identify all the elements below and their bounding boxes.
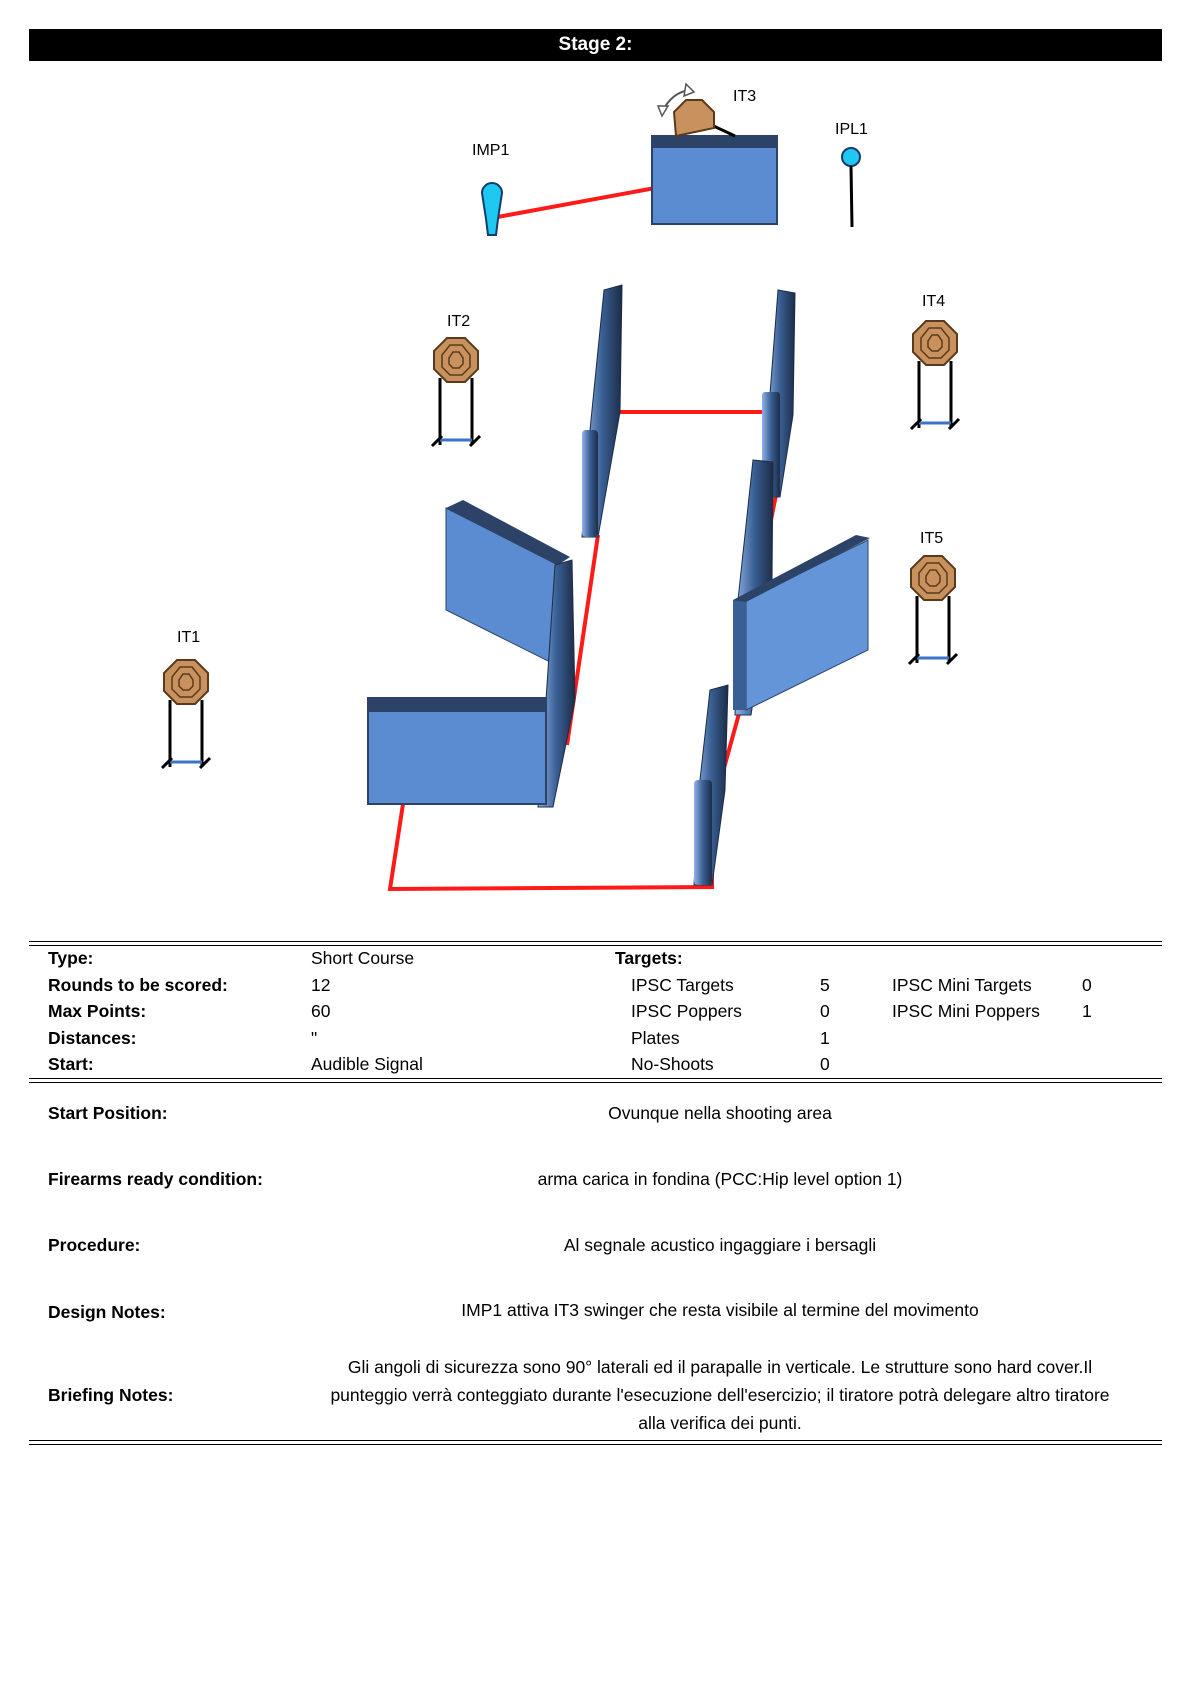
it5-target-icon xyxy=(909,556,957,664)
mini-labels xyxy=(892,972,1040,1025)
distances-label: Distances: xyxy=(48,1027,137,1048)
rule-mid-1 xyxy=(29,1078,1162,1079)
it3-swinger-target-icon xyxy=(658,84,735,136)
info-labels xyxy=(48,945,228,1078)
stage-title: Stage 2: xyxy=(558,34,633,55)
ipl1-label: IPL1 xyxy=(835,121,868,138)
stage-diagram xyxy=(0,60,1191,920)
procedure-text: Al segnale acustico ingaggiare i bersagli xyxy=(563,1235,877,1255)
procedure-label: Procedure: xyxy=(48,1235,141,1255)
rounds-label: Rounds to be scored: xyxy=(48,974,228,995)
briefing-notes-label: Briefing Notes: xyxy=(48,1385,174,1405)
it4-label: IT4 xyxy=(922,293,946,310)
imp1-label: IMP1 xyxy=(472,142,510,159)
it5-label: IT5 xyxy=(920,530,944,547)
it2-label: IT2 xyxy=(447,313,471,330)
max-points-value: 60 xyxy=(311,1001,331,1021)
targets-label: Targets: xyxy=(615,948,683,968)
rule-mid-2 xyxy=(29,1082,1162,1083)
mini-values xyxy=(1082,972,1092,1025)
stage-title-bar xyxy=(29,29,1162,61)
ipsc-poppers-value: 0 xyxy=(820,1001,830,1021)
it4-target-icon xyxy=(911,321,959,429)
targets-labels xyxy=(631,972,742,1078)
start-position-label: Start Position: xyxy=(48,1103,168,1123)
rule-bottom-2 xyxy=(29,1444,1162,1445)
ipl1-plate-icon xyxy=(842,148,860,227)
mini-poppers-label: IPSC Mini Poppers xyxy=(892,1001,1040,1021)
wall-top-box xyxy=(652,136,777,224)
wall-left-upper xyxy=(582,285,622,537)
mini-poppers-value: 1 xyxy=(1082,1001,1092,1021)
start-label: Start: xyxy=(48,1054,94,1074)
wall-right-lower xyxy=(694,685,728,885)
no-shoots-value: 0 xyxy=(820,1054,830,1074)
max-points-label: Max Points: xyxy=(48,1001,147,1021)
ipsc-targets-label: IPSC Targets xyxy=(631,974,734,995)
it1-target-icon xyxy=(162,660,210,768)
ready-condition-text: arma carica in fondina (PCC:Hip level option 1) xyxy=(537,1169,903,1189)
mini-targets-value: 0 xyxy=(1082,974,1092,995)
ipsc-poppers-label: IPSC Poppers xyxy=(631,1001,742,1021)
mini-targets-label: IPSC Mini Targets xyxy=(892,974,1032,995)
design-notes-text: IMP1 attiva IT3 swinger che resta visibile al termine del movimento xyxy=(461,1300,979,1320)
rule-top-1 xyxy=(29,941,1162,942)
type-value: Short Course xyxy=(311,948,415,968)
it1-label: IT1 xyxy=(177,629,201,646)
design-notes-label: Design Notes: xyxy=(48,1302,166,1322)
distances-value: " xyxy=(311,1027,318,1048)
plates-label: Plates xyxy=(631,1027,680,1048)
briefing-notes-text: Gli angoli di sicurezza sono 90° laterali ed il parapalle in verticale. Le strutture sono hard cover.Il punteggio verrà conteggiato durante l'esecuzione dell'esercizio; il tiratore potrà delegare altro tiratore alla verifica dei punti. xyxy=(330,1357,1110,1433)
ready-condition-label: Firearms ready condition: xyxy=(48,1169,263,1189)
targets-values xyxy=(820,972,830,1078)
no-shoots-label: No-Shoots xyxy=(631,1054,714,1074)
type-label: Type: xyxy=(48,948,94,968)
info-values xyxy=(311,945,423,1078)
rounds-value: 12 xyxy=(311,974,331,995)
it3-label: IT3 xyxy=(733,88,757,105)
imp1-popper-icon xyxy=(482,183,502,235)
plates-value: 1 xyxy=(820,1027,830,1048)
start-position-text: Ovunque nella shooting area xyxy=(608,1103,832,1123)
targets-heading-col xyxy=(615,945,683,972)
wall-bottom-box xyxy=(368,698,546,804)
rule-bottom-1 xyxy=(29,1440,1162,1441)
it2-target-icon xyxy=(432,338,480,446)
start-value: Audible Signal xyxy=(311,1054,423,1074)
ipsc-targets-value: 5 xyxy=(820,974,830,995)
